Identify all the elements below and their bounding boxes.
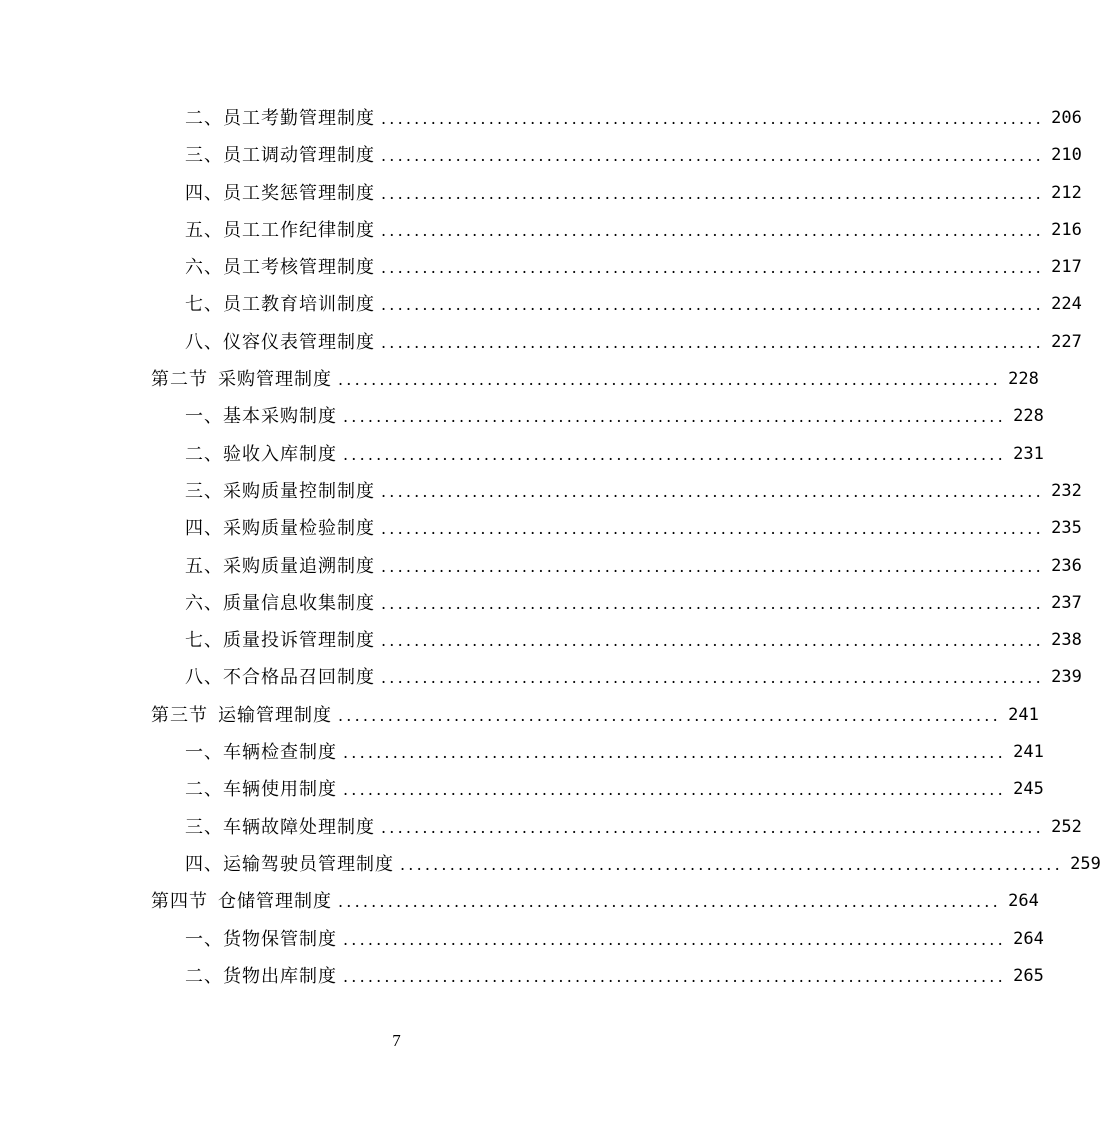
toc-dot-leader: ................................................................................ <box>381 146 1044 166</box>
toc-page-number: 235 <box>1051 518 1082 539</box>
toc-subsection-entry[interactable] <box>151 212 1082 249</box>
toc-dot-leader: ................................................................................ <box>343 407 1006 427</box>
toc-entry-text: 一、基本采购制度 <box>185 406 337 428</box>
toc-entry-title <box>185 548 375 585</box>
toc-entry-text: 三、员工调动管理制度 <box>185 145 375 167</box>
toc-entry-text: 一、货物保管制度 <box>185 928 337 950</box>
toc-entry-title <box>185 659 375 696</box>
toc-page-number: 236 <box>1051 555 1082 576</box>
toc-page-number: 228 <box>1013 406 1044 427</box>
toc-subsection-entry[interactable] <box>151 846 1101 883</box>
toc-subsection-entry[interactable] <box>151 473 1082 510</box>
toc-page-number: 241 <box>1008 704 1039 725</box>
toc-dot-leader: ................................................................................ <box>381 295 1044 315</box>
toc-section-entry[interactable] <box>151 883 1039 920</box>
toc-entry-title <box>185 771 337 808</box>
toc-dot-leader: ................................................................................ <box>381 668 1044 688</box>
toc-entry-text: 运输管理制度 <box>218 704 332 726</box>
toc-entry-text: 四、员工奖惩管理制度 <box>185 182 375 204</box>
toc-page-number: 212 <box>1051 182 1082 203</box>
toc-section-number: 第三节 <box>151 704 208 726</box>
toc-page-number: 228 <box>1008 369 1039 390</box>
toc-page-number: 264 <box>1013 928 1044 949</box>
toc-subsection-entry[interactable] <box>151 548 1082 585</box>
toc-entry-text: 三、采购质量控制制度 <box>185 480 375 502</box>
toc-subsection-entry[interactable] <box>151 100 1082 137</box>
toc-entry-title <box>185 809 375 846</box>
toc-dot-leader: ................................................................................ <box>338 892 1001 912</box>
toc-dot-leader: ................................................................................ <box>381 332 1044 352</box>
table-of-contents <box>151 100 1101 995</box>
toc-entry-text: 七、质量投诉管理制度 <box>185 630 375 652</box>
toc-dot-leader: ................................................................................ <box>343 929 1006 949</box>
toc-entry-text: 二、货物出库制度 <box>185 965 337 987</box>
toc-entry-title <box>185 510 375 547</box>
toc-entry-title <box>185 137 375 174</box>
toc-page-number: 245 <box>1013 779 1044 800</box>
toc-page-number: 241 <box>1013 742 1044 763</box>
toc-section-number: 第二节 <box>151 369 208 391</box>
toc-dot-leader: ................................................................................ <box>381 817 1044 837</box>
toc-entry-text: 五、员工工作纪律制度 <box>185 219 375 241</box>
toc-page-number: 237 <box>1051 592 1082 613</box>
toc-entry-text: 一、车辆检查制度 <box>185 742 337 764</box>
toc-entry-text: 五、采购质量追溯制度 <box>185 555 375 577</box>
toc-page-number: 217 <box>1051 257 1082 278</box>
toc-entry-title <box>185 734 337 771</box>
toc-subsection-entry[interactable] <box>151 659 1082 696</box>
toc-dot-leader: ................................................................................ <box>381 631 1044 651</box>
toc-entry-title <box>185 212 375 249</box>
toc-page-number: 227 <box>1051 331 1082 352</box>
toc-subsection-entry[interactable] <box>151 734 1044 771</box>
toc-dot-leader: ................................................................................ <box>400 854 1063 874</box>
toc-page-number: 238 <box>1051 630 1082 651</box>
toc-entry-text: 二、验收入库制度 <box>185 443 337 465</box>
toc-page-number: 224 <box>1051 294 1082 315</box>
toc-entry-title <box>185 958 337 995</box>
toc-page-number: 265 <box>1013 965 1044 986</box>
toc-entry-title <box>185 100 375 137</box>
toc-entry-title <box>185 324 375 361</box>
toc-subsection-entry[interactable] <box>151 436 1044 473</box>
toc-dot-leader: ................................................................................ <box>381 220 1044 240</box>
toc-entry-title <box>151 883 332 920</box>
toc-page-number: 239 <box>1051 667 1082 688</box>
toc-section-number: 第四节 <box>151 891 208 913</box>
toc-entry-title <box>185 175 375 212</box>
toc-page-number: 259 <box>1070 853 1101 874</box>
toc-entry-text: 七、员工教育培训制度 <box>185 294 375 316</box>
toc-entry-title <box>185 249 375 286</box>
toc-subsection-entry[interactable] <box>151 249 1082 286</box>
toc-entry-text: 四、采购质量检验制度 <box>185 518 375 540</box>
toc-dot-leader: ................................................................................ <box>338 370 1001 390</box>
toc-dot-leader: ................................................................................ <box>381 109 1044 128</box>
toc-entry-text: 三、车辆故障处理制度 <box>185 816 375 838</box>
toc-subsection-entry[interactable] <box>151 809 1082 846</box>
toc-entry-title <box>185 436 337 473</box>
toc-section-entry[interactable] <box>151 697 1039 734</box>
toc-page-number: 264 <box>1008 891 1039 912</box>
toc-page-number: 210 <box>1051 145 1082 166</box>
toc-dot-leader: ................................................................................ <box>381 481 1044 501</box>
toc-subsection-entry[interactable] <box>151 175 1082 212</box>
toc-entry-title <box>151 361 332 398</box>
toc-subsection-entry[interactable] <box>151 137 1082 174</box>
toc-entry-text: 仓储管理制度 <box>218 891 332 913</box>
toc-entry-text: 八、仪容仪表管理制度 <box>185 331 375 353</box>
toc-dot-leader: ................................................................................ <box>381 593 1044 613</box>
toc-dot-leader: ................................................................................ <box>381 258 1044 278</box>
toc-dot-leader: ................................................................................ <box>343 444 1006 464</box>
toc-entry-text: 六、质量信息收集制度 <box>185 592 375 614</box>
toc-page-number: 206 <box>1051 108 1082 128</box>
toc-dot-leader: ................................................................................ <box>343 966 1006 986</box>
toc-subsection-entry[interactable] <box>151 771 1044 808</box>
toc-subsection-entry[interactable] <box>151 324 1082 361</box>
toc-subsection-entry[interactable] <box>151 585 1082 622</box>
toc-page-number: 232 <box>1051 480 1082 501</box>
toc-entry-text: 六、员工考核管理制度 <box>185 257 375 279</box>
toc-entry-text: 二、车辆使用制度 <box>185 779 337 801</box>
toc-subsection-entry[interactable] <box>151 958 1044 995</box>
toc-dot-leader: ................................................................................ <box>343 780 1006 800</box>
toc-entry-title <box>185 473 375 510</box>
toc-entry-title <box>151 697 332 734</box>
toc-dot-leader: ................................................................................ <box>338 705 1001 725</box>
toc-page-number: 216 <box>1051 219 1082 240</box>
toc-entry-title <box>185 286 375 323</box>
toc-entry-title <box>185 622 375 659</box>
toc-entry-title <box>185 846 394 883</box>
toc-dot-leader: ................................................................................ <box>381 183 1044 203</box>
toc-page-number: 252 <box>1051 816 1082 837</box>
toc-subsection-entry[interactable] <box>151 398 1044 435</box>
toc-subsection-entry[interactable] <box>151 921 1044 958</box>
toc-section-entry[interactable] <box>151 361 1039 398</box>
toc-entry-title <box>185 921 337 958</box>
toc-entry-text: 八、不合格品召回制度 <box>185 667 375 689</box>
toc-dot-leader: ................................................................................ <box>381 556 1044 576</box>
toc-subsection-entry[interactable] <box>151 286 1082 323</box>
toc-subsection-entry[interactable] <box>151 622 1082 659</box>
toc-entry-text: 二、员工考勤管理制度 <box>185 108 375 129</box>
toc-entry-title <box>185 398 337 435</box>
toc-entry-title <box>185 585 375 622</box>
toc-page-number: 231 <box>1013 443 1044 464</box>
toc-subsection-entry[interactable] <box>151 510 1082 547</box>
page-number: 7 <box>392 1031 401 1050</box>
toc-entry-text: 四、运输驾驶员管理制度 <box>185 853 394 875</box>
toc-dot-leader: ................................................................................ <box>343 743 1006 763</box>
toc-entry-text: 采购管理制度 <box>218 369 332 391</box>
toc-dot-leader: ................................................................................ <box>381 519 1044 539</box>
